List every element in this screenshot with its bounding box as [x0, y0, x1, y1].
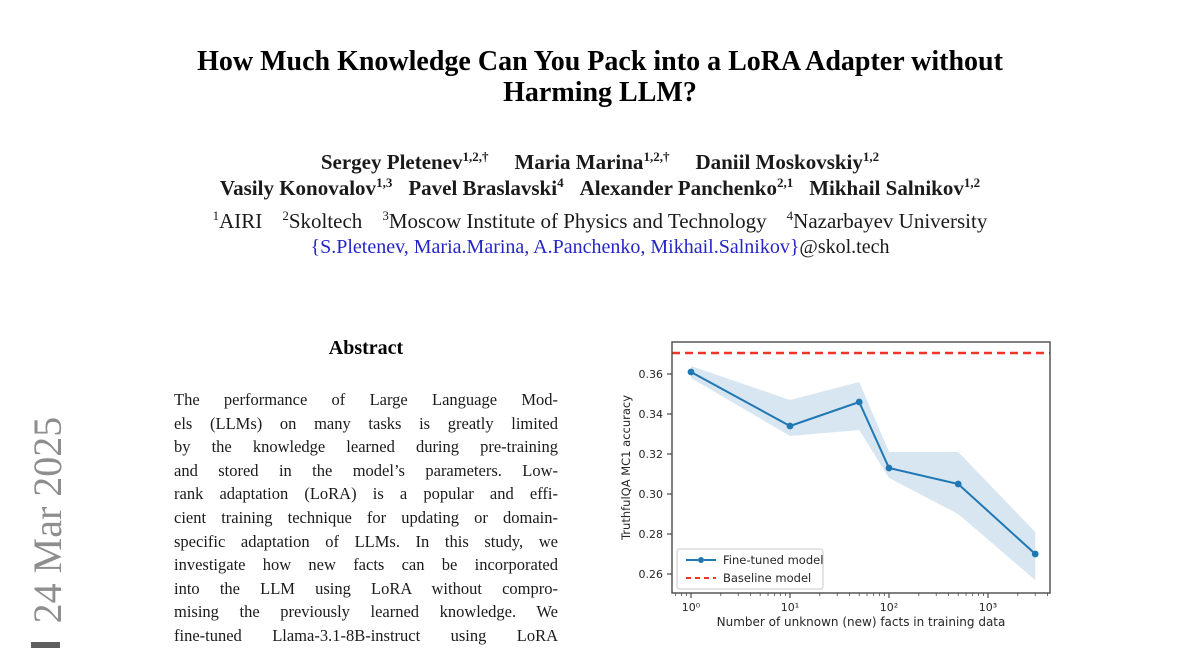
x-tick-label: 10¹: [780, 601, 800, 614]
y-tick-label: 0.32: [638, 448, 663, 461]
author-superscript: 1,2,†: [462, 149, 489, 164]
author-superscript: 1,3: [376, 175, 393, 190]
abstract-line: fine-tuned Llama-3.1-8B-instruct using LoRA: [174, 625, 558, 645]
abstract-line: investigate how new facts can be incorporated: [174, 555, 558, 575]
abstract-heading: Abstract: [328, 337, 404, 359]
data-point: [1032, 551, 1039, 558]
abstract-line: and stored in the model’s parameters. Low-: [174, 460, 558, 480]
abstract-line: into the LLM using LoRA without compro-: [174, 578, 558, 598]
author-name: Sergey Pletenev$^{1,2,\dagger}$: [320, 149, 489, 174]
paper-title: How Much Knowledge Can You Pack into a LoRA Adapter without Harming LLM?: [197, 46, 1003, 108]
x-tick-label: 10²: [879, 601, 899, 614]
y-tick-label: 0.28: [638, 528, 663, 541]
affiliation-item: $^3$Moscow Institute of Physics and Technology: [382, 208, 767, 233]
affiliation-superscript: 3: [382, 208, 389, 223]
affiliation-superscript: 4: [786, 208, 794, 223]
y-axis-label: TruthfulQA MC1 accuracy: [619, 394, 633, 541]
data-point: [886, 465, 893, 472]
legend-marker-sample: [698, 557, 704, 563]
author-superscript: 4: [557, 175, 564, 190]
affiliation-superscript: 1: [212, 208, 220, 223]
truthfulqa-chart: [610, 330, 1095, 648]
abstract-line: specific adaptation of LLMs. In this study, we: [174, 531, 558, 551]
x-axis-label: Number of unknown (new) facts in training data: [716, 615, 1006, 629]
author-name: Alexander Panchenko$^{2,1}$: [579, 175, 794, 200]
arxiv-stamp-date: 24 Mar 2025: [25, 416, 70, 624]
legend-label-finetuned: Fine-tuned model: [723, 553, 824, 567]
affiliation-item: $^1$AIRI: [212, 208, 263, 233]
author-name: Mikhail Salnikov$^{1,2}$: [809, 175, 981, 200]
author-name: Pavel Braslavski$^4$: [408, 175, 564, 200]
author-line-1: [0, 150, 1200, 175]
abstract-body: [174, 388, 558, 648]
abstract-line: cient training technique for updating or domain-: [174, 507, 558, 527]
author-superscript: 1,2: [963, 175, 981, 190]
figure-1: [610, 330, 1095, 648]
abstract-line: rank adaptation (LoRA) is a popular and effi-: [174, 484, 558, 504]
author-name: Vasily Konovalov$^{1,3}$: [219, 175, 393, 200]
abstract-line: mising the previously learned knowledge. We: [174, 602, 558, 622]
data-point: [688, 369, 695, 376]
author-superscript: 1,2: [862, 149, 880, 164]
abstract-line: by the knowledge learned during pre-training: [174, 437, 558, 457]
y-tick-label: 0.34: [638, 408, 663, 421]
y-tick-label: 0.30: [638, 488, 663, 501]
y-tick-label: 0.26: [638, 568, 663, 581]
author-line-2: [0, 176, 1200, 201]
author-superscript: 2,1: [776, 175, 794, 190]
abstract-section: [174, 336, 558, 648]
y-tick-label: 0.36: [638, 368, 663, 381]
legend-label-baseline: Baseline model: [723, 571, 812, 585]
affiliation-item: $^4$Nazarbayev University: [786, 208, 988, 233]
data-point: [856, 399, 863, 406]
author-superscript: 1,2,†: [643, 149, 670, 164]
abstract-line: The performance of Large Language Mod-: [174, 390, 558, 409]
abstract-line: els (LLMs) on many tasks is greatly limited: [174, 413, 558, 433]
confidence-band: [691, 366, 1035, 580]
data-point: [955, 481, 962, 488]
affiliation-item: $^2$Skoltech: [282, 208, 363, 233]
x-tick-label: 10⁰: [681, 601, 701, 614]
x-tick-label: 10³: [978, 601, 998, 614]
affiliation-superscript: 2: [282, 208, 289, 223]
affiliations-line: [0, 209, 1200, 234]
arxiv-stamp-fragment: [31, 642, 60, 648]
data-point: [787, 423, 794, 430]
email-line: [0, 236, 1200, 259]
author-name: Daniil Moskovskiy$^{1,2}$: [695, 149, 880, 174]
email-links[interactable]: {S.Pletenev, Maria.Marina, A.Panchenko, Mikhail.Salnikov}: [310, 236, 800, 258]
email-domain: @skol.tech: [799, 236, 890, 258]
author-name: Maria Marina$^{1,2,\dagger}$: [514, 149, 670, 174]
